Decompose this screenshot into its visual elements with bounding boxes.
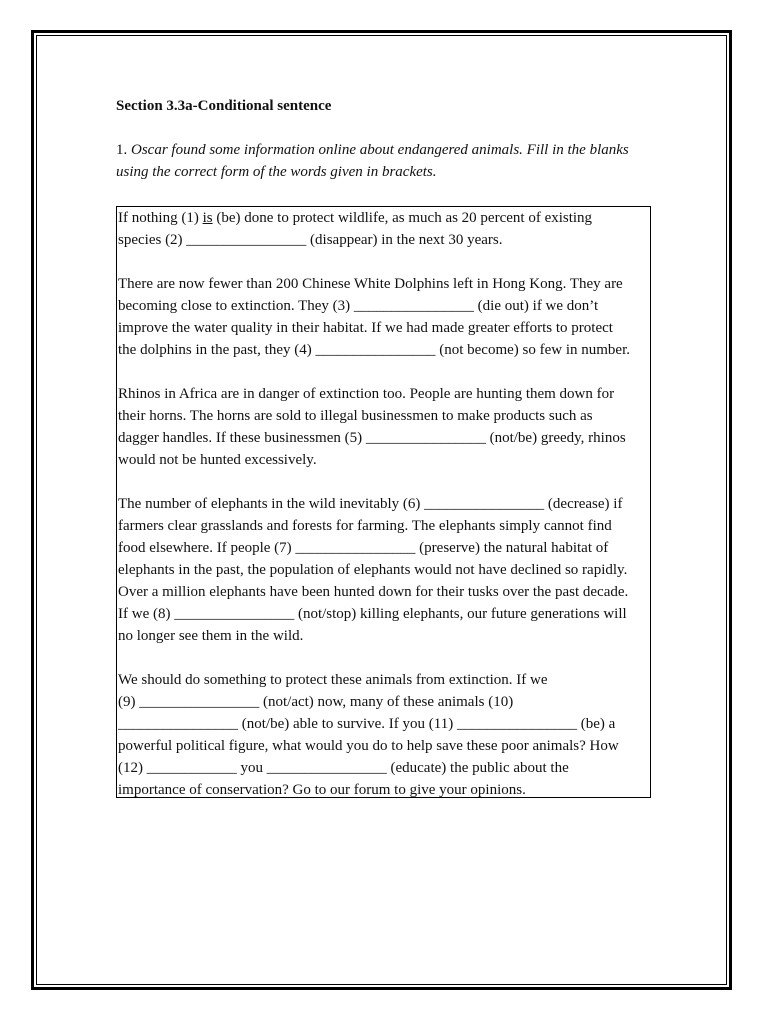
passage-line: There are now fewer than 200 Chinese White Dolphins left in Hong Kong. They are	[118, 276, 623, 292]
passage-line: ________________ (not/be) able to survive. If you (11) ________________ (be) a	[118, 716, 616, 732]
passage-line: would not be hunted excessively.	[118, 452, 317, 468]
passage-line: We should do something to protect these animals from extinction. If we	[118, 672, 548, 688]
passage-line: elephants in the past, the population of elephants would not have declined so rapidly.	[118, 562, 628, 578]
passage-line: (12) ____________ you ________________ (educate) the public about the	[118, 760, 569, 776]
passage-line: The number of elephants in the wild inevitably (6) ________________ (decrease) if	[118, 496, 623, 512]
instruction-line-1: Oscar found some information online about endangered animals. Fill in the blanks	[131, 142, 629, 158]
passage-box	[116, 206, 651, 798]
passage-line: Rhinos in Africa are in danger of extinction too. People are hunting them down for	[118, 386, 615, 402]
passage-line: If we (8) ________________ (not/stop) killing elephants, our future generations will	[118, 606, 627, 622]
passage-line: dagger handles. If these businessmen (5) ________________ (not/be) greedy, rhinos	[118, 430, 626, 446]
passage-line: improve the water quality in their habitat. If we had made greater efforts to protect	[118, 320, 613, 336]
passage-line: importance of conservation? Go to our forum to give your opinions.	[118, 782, 526, 798]
answer-example: is	[202, 210, 213, 226]
passage-line: Over a million elephants have been hunted down for their tusks over the past decade.	[118, 584, 629, 600]
instruction-line-2: using the correct form of the words given in brackets.	[116, 164, 437, 180]
passage-line: (9) ________________ (not/act) now, many of these animals (10)	[118, 694, 514, 710]
paragraph-dolphins	[118, 273, 650, 361]
passage-line: powerful political figure, what would you do to help save these poor animals? How	[118, 738, 619, 754]
passage-line: no longer see them in the wild.	[118, 628, 304, 644]
paragraph-rhinos	[118, 383, 650, 471]
line-text: If nothing (1)	[118, 210, 203, 226]
paragraph-elephants	[118, 493, 650, 647]
passage-line	[118, 207, 650, 229]
passage-line: farmers clear grasslands and forests for farming. The elephants simply cannot find	[118, 518, 612, 534]
line-text: (be) done to protect wildlife, as much as 20 percent of existing	[212, 210, 593, 226]
paragraph-wildlife	[118, 207, 650, 251]
exercise-number: 1.	[116, 142, 128, 158]
passage-line: the dolphins in the past, they (4) ________________ (not become) so few in number.	[118, 342, 630, 358]
paragraph-conclusion	[118, 669, 650, 801]
section-heading: Section 3.3a-Conditional sentence	[116, 98, 332, 114]
passage-line: becoming close to extinction. They (3) ________________ (die out) if we don’t	[118, 298, 599, 314]
passage-line: species (2) ________________ (disappear) in the next 30 years.	[118, 232, 503, 248]
passage-line: food elsewhere. If people (7) ________________ (preserve) the natural habitat of	[118, 540, 609, 556]
passage-line: their horns. The horns are sold to illegal businessmen to make products such as	[118, 408, 593, 424]
exercise-instruction	[116, 139, 661, 183]
